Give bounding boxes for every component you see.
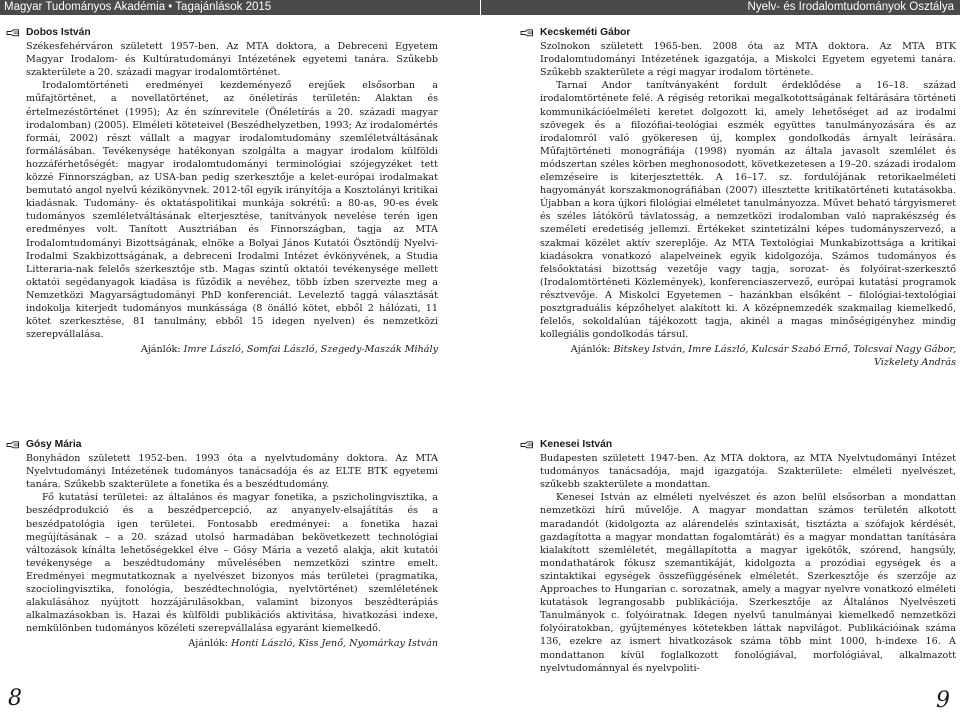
pointing-hand-icon <box>6 441 20 449</box>
endorsement <box>540 343 956 369</box>
endorsers: Honti László, Kiss Jenő, Nyomárkay István <box>231 638 438 650</box>
endorsement-label: Ajánlók: <box>140 344 181 356</box>
entry-paragraph: Budapesten született 1947-ben. Az MTA doktora, az MTA Nyelvtudományi Intézet tudományos tanácsadója, majd igazgatója. Szakterülete: elméleti nyelvészet, szűkebb szakterülete a mondattan. <box>540 453 956 491</box>
entry-paragraph: Irodalomtörténeti eredményei kezdeményező erejűek elsősorban a műfajtörténet, a novellatörténet, az önéletírás területén: Alaktan és értelmezéstörténet (1995); Az én színrevitele (Önéletírás a 20. századi magyar irodalomban) (2005). Elméleti köteteivel (Beszédhelyzetben, 1993; Az irodalomértés formái, 2002) részt vállalt a magyar irodalomtudomány szemléletváltásának formálásában. Tevékenysége hatékonyan szolgálta a magyar irodalom külföldi hozzáférhetőségét: magyar irodalomtudományi terminológiai szójegyzéket tett közzé Finnországban, az USA-ban pedig szerkesztője a kelet-európai irodalmakat bemutató angol nyelvű kézikönyvnek. 2012-től egyik irányítója a Kosztolányi kritikai kiadásnak. Tudomány- és oktatáspolitikai munkája sokrétű: a 80-as, 90-es évek tudományos szemléletváltásának elterjesztése, tanítványok nevelése terén igen eredményes volt. Tanított Ausztriában és Finnországban, tagja az MTA Irodalomtudományi Bizottságának, elnöke a Bolyai János Kutatói Ösztöndíj Nyelvi-Irodalmi Szakbizottságának, a debreceni Irodalmi Intézet évkönyvének, a Studia Litteraria-nak felelős szerkesztője stb. Magas szintű oktatói tevékenysége mellett oktatói segédanyagok kiadása is fűződik a nevéhez, több ízben szervezte meg a Nemzetközi Magyarságtudományi PhD konferenciát. Leveleztő taggá választását indokolja kiterjedt tudományos munkássága (8 önálló kötet, ebből 2 hálózati, 11 kötet szerkesztése, 81 tanulmány, ebből 15 idegen nyelven) és nemzetközi szerepvállalása. <box>26 80 438 341</box>
entry-paragraph: Kenesei István az elméleti nyelvészet és azon belül elsősorban a mondattan nemzetközi hírű művelője. A magyar mondattan számos területén alkotott maradandót (kidolgozta az alárendelés szintaxisát, tisztázta a szófajok kérdését, gazdagította a magyar mondattan fogalomtárát) és a magyar mondattan tanítására kialakított szemléletét, megállapította a magyar igekötők, szórend, hangsúly, mondathatárok fókusz szemantikáját, kidolgozta a prozódiai egységek és a szintaktikai egységek összefüggésének elméletét. Szerkesztője és szerzője az Approaches to Hungarian c. sorozatnak, amely a magyar nyelvre vonatkozó elméleti kutatások legrangosabb publikációja. Szerkesztője az Általános Nyelvészeti Tanulmányok c. folyóiratnak. Idegen nyelvű tanulmányai kiemelkedő nemzetközi folyóiratokban, gyűjteményes kötetekben láttak napvilágot. Publikációinak száma 136, ezekre az ismert hivatkozások száma több mint 1000, h-indexe 16. A mondattanon kívül foglalkozott fonológiával, morfológiával, alkalmazott nyelvtudománnyal és nyelvpoliti- <box>540 492 956 674</box>
endorsement-label: Ajánlók: <box>570 344 611 356</box>
endorsers: Bitskey István, Imre László, Kulcsár Szabó Ernő, Tolcsvai Nagy Gábor, Vizkelety András <box>613 344 956 369</box>
entry-paragraph: Székesfehérváron született 1957-ben. Az MTA doktora, a Debreceni Egyetem Magyar Irodalom- és Kultúratudományi Intézetének egyetemi tanára. Szűkebb szakterülete a 20. századi magyar irodalomtörténet. <box>26 41 438 79</box>
pointing-hand-icon <box>520 29 534 37</box>
entry-kenesei-istvan <box>520 438 956 675</box>
entry-name: Dobos István <box>26 27 91 38</box>
entry-kecskemeti-gabor <box>520 26 956 369</box>
entry-name: Kecskeméti Gábor <box>540 27 631 38</box>
entry-dobos-istvan <box>6 26 438 356</box>
endorsement-label: Ajánlók: <box>188 638 229 650</box>
entry-name: Gósy Mária <box>26 439 82 450</box>
entry-gosy-maria <box>6 438 438 651</box>
page-number-left: 8 <box>8 686 22 711</box>
entry-name: Kenesei István <box>540 439 613 450</box>
pointing-hand-icon <box>6 29 20 37</box>
entry-paragraph: Fő kutatási területei: az általános és magyar fonetika, a pszicholingvisztika, a beszédprodukció és a beszédpercepció, az anyanyelv-elsajátítás és a beszédpatológia igen területei. Fontosabb eredményei: a fonetika hazai megújításának – a 20. század utolsó harmadában bekövetkezett technológiai változások kínálta lehetőségekkel élve – Gósy Mária a vezető alakja, akit kutatói tevékenysége a beszédtudomány művelésében nemzetközi szintre emelt. Eredményei megmutatkoznak a nyelvészet bizonyos más területei (pragmatika, szociolingvisztika, fonológia, beszédtechnológia, nyelvtörténet) szemléletének alakulásához nyújtott hozzájárulásokban, valamint bizonyos beszédterápiás alkalmazásokban is. Hazai és külföldi publikációs aktivitása, hivatkozási indexe, nemkülönben tudományos közéleti szerepvállalása egyaránt kiemelkedő. <box>26 492 438 635</box>
endorsers: Imre László, Somfai László, Szegedy-Maszák Mihály <box>183 344 438 356</box>
endorsement <box>26 637 438 650</box>
pointing-hand-icon <box>520 441 534 449</box>
header-divider <box>480 0 481 15</box>
running-header-right: Nyelv- és Irodalomtudományok Osztálya <box>480 0 960 15</box>
entry-paragraph: Bonyhádon született 1952-ben. 1993 óta a nyelvtudomány doktora. Az MTA Nyelvtudományi Intézetének tudományos tanácsadója és az ELTE BTK egyetemi tanára. Szűkebb szakterülete a fonetika és a beszédtudomány. <box>26 453 438 491</box>
entry-paragraph: Tarnai Andor tanítványaként fordult érdeklődése a 16–18. század irodalomtörténete felé. A régiség retorikai megalkotottságának feltárására történeti kommunikációelméleti keretet dolgozott ki, amely lehetőséget ad az irodalmi szövegek és a filozófiai-teológiai eszmék együttes tanulmányozására és az irodalomról való gyökeresen új, komplex gondolkodás árnyalt leírására. Műfajtörténeti monográfiája (1998) nyomán az általa javasolt szemlélet és módszertan széles körben meghonosodott, következetesen a 19–20. századi irodalom elemzéseire is kiterjesztették. A 16–17. sz. fordulójának retorikaelméleti hagyományát korszakmonográfiában (2007) illesztette kritikatörténeti kutatásokba. Újabban a kora újkori filológiai elméletet tanulmányozza. Művet beható tárgyismeret és széles látókörű távlatosság, a nemzetközi irodalomban való naprakészség és személeti eredetiség jellemzi. Értékeket szintetizálni képes tudományszervező, a szakmai közélet aktív szereplője. Az MTA Textológiai Munkabizottsága a kritikai kiadásokra vonatkozó alapelveinek egyik kidolgozója. Számos tudományos és felsőoktatási bizottság vezetője vagy tagja, sorozat- és folyóirat-szerkesztő (Irodalomtörténeti Közlemények), konferenciaszervező, európai kutatási programok résztvevője. A Miskolci Egyetemen – hazánkban elsőként – filológiai-textológiai posztgraduális képzőhelyet alakított ki. A középnemzedék szakmailag kiemelkedő, felelős, sokoldalúan tájékozott tagja, akinél a magas minőségigényhez mindig kollegiális gondolkodás társul. <box>540 80 956 341</box>
endorsement <box>26 343 438 356</box>
running-header-left: Magyar Tudományos Akadémia • Tagajánlások 2015 <box>0 0 480 15</box>
entry-paragraph: Szolnokon született 1965-ben. 2008 óta az MTA doktora. Az MTA BTK Irodalomtudományi Intézetének igazgatója, a Miskolci Egyetem egyetemi tanára. Szűkebb szakterülete a régi magyar irodalom története. <box>540 41 956 79</box>
page-number-right: 9 <box>936 688 950 713</box>
